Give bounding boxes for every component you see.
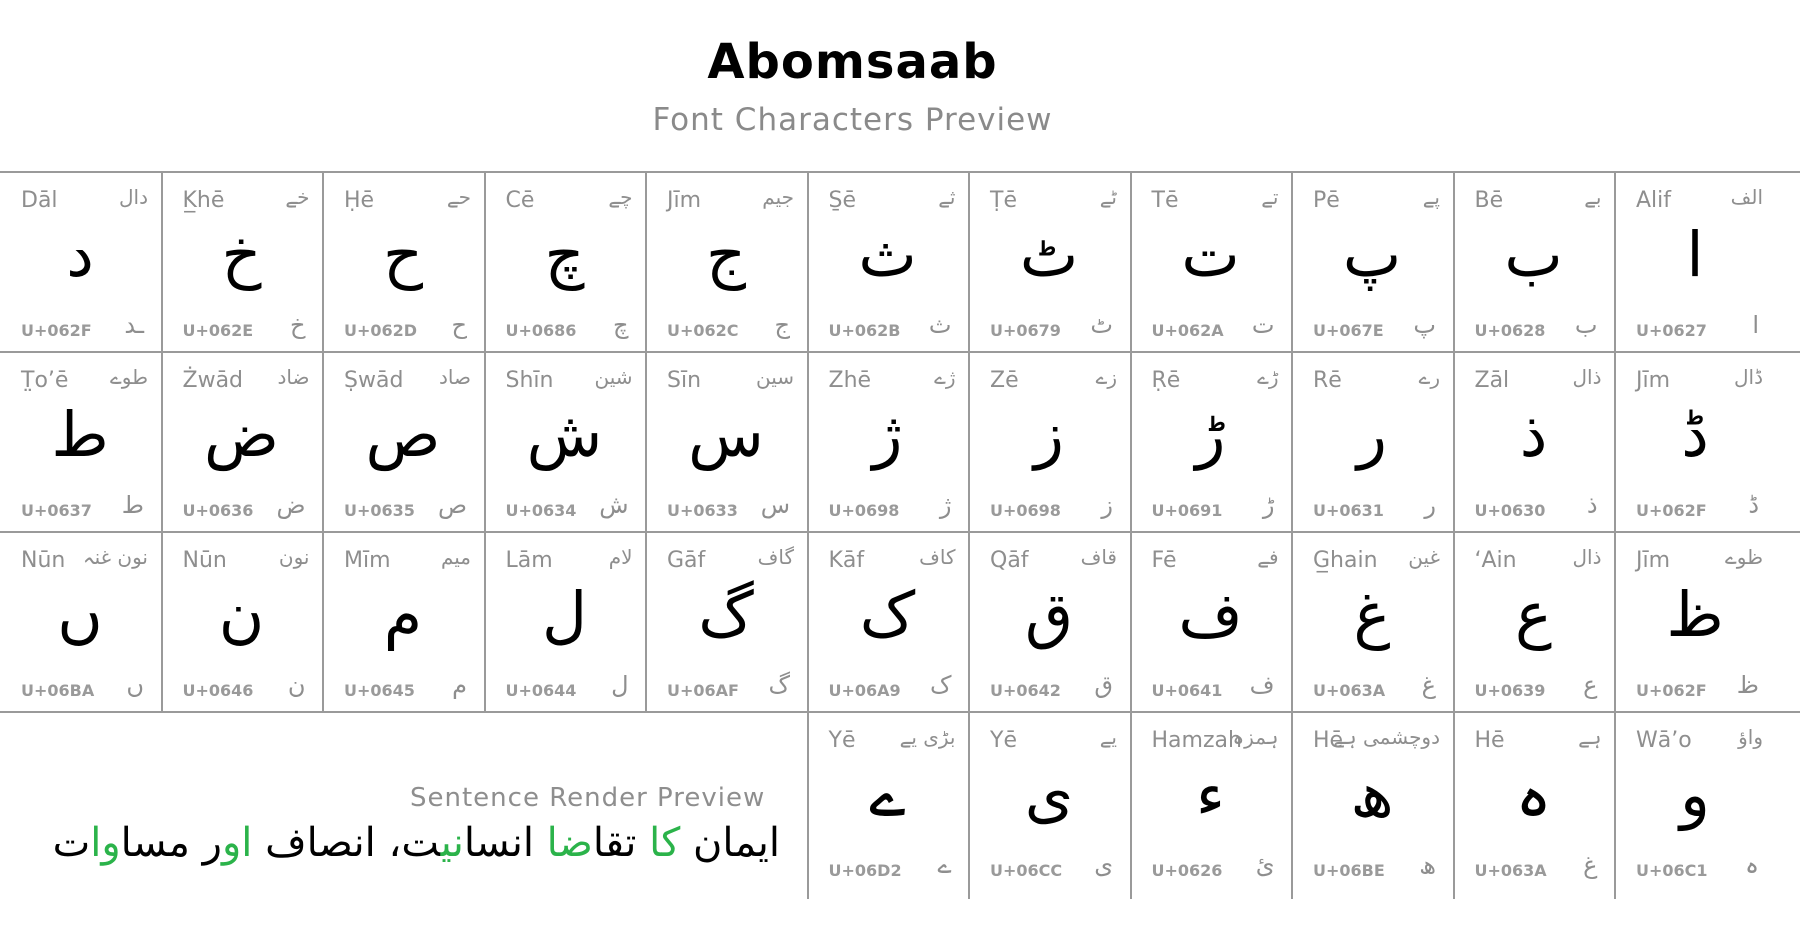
char-native-name: چے: [608, 185, 633, 209]
char-native-name: سین: [755, 365, 794, 389]
char-glyph: ش: [526, 398, 603, 471]
char-form: ز: [1101, 491, 1113, 519]
char-cell: [162, 351, 322, 531]
grid-divider: [1453, 171, 1455, 899]
char-name: Yē: [828, 728, 856, 753]
char-unicode: U+0633: [667, 501, 738, 520]
char-cell: [323, 531, 483, 711]
char-cell: [808, 351, 968, 531]
sentence-highlight: کا: [649, 820, 681, 866]
char-unicode: U+0637: [21, 501, 92, 520]
char-native-name: شین: [594, 365, 633, 389]
char-form: ب: [1574, 311, 1598, 339]
char-native-name: کاف: [919, 545, 956, 569]
char-glyph: د: [66, 218, 94, 291]
char-name: Hē: [1313, 728, 1344, 753]
char-glyph: ض: [204, 398, 279, 471]
char-cell: [1292, 531, 1452, 711]
char-unicode: U+0698: [828, 501, 900, 520]
sentence-highlight: ضا: [546, 820, 593, 866]
char-native-name: ڈال: [1734, 365, 1763, 389]
char-unicode: U+063A: [1313, 681, 1386, 700]
grid-divider: [645, 171, 647, 711]
char-native-name: طوے: [110, 365, 148, 389]
char-unicode: U+0644: [505, 681, 577, 700]
char-unicode: U+06C1: [1636, 861, 1708, 880]
char-name: Bē: [1474, 188, 1504, 213]
grid-divider: [1130, 171, 1132, 899]
char-form: گ: [768, 671, 790, 699]
sentence-text: ت: [52, 820, 91, 866]
char-form: ق: [1094, 671, 1113, 699]
char-unicode: U+0628: [1474, 321, 1546, 340]
char-cell: [969, 351, 1129, 531]
char-unicode: U+0646: [182, 681, 254, 700]
char-unicode: U+0631: [1313, 501, 1384, 520]
char-glyph: ف: [1178, 578, 1243, 651]
char-form: ص: [437, 491, 467, 519]
char-form: ڈ: [1748, 491, 1759, 519]
sentence-preview: [40, 820, 780, 866]
char-glyph: ی: [1024, 758, 1074, 831]
char-unicode: U+067E: [1313, 321, 1384, 340]
char-name: Hamzah: [1151, 728, 1242, 753]
char-unicode: U+062F: [1636, 501, 1707, 520]
char-glyph: ظ: [1666, 578, 1724, 651]
char-name: ‘Ain: [1474, 548, 1517, 573]
char-unicode: U+0636: [182, 501, 254, 520]
char-cell: [485, 351, 645, 531]
char-name: Jīm: [667, 188, 702, 213]
char-glyph: ژ: [872, 398, 903, 471]
char-glyph: ڈ: [1681, 398, 1709, 471]
char-glyph: گ: [698, 578, 754, 651]
char-glyph: م: [383, 578, 423, 651]
char-form: ظ: [1736, 671, 1759, 699]
char-form: ژ: [939, 491, 952, 519]
char-name: Kāf: [828, 548, 865, 573]
char-cell: [485, 531, 645, 711]
char-unicode: U+062C: [667, 321, 739, 340]
char-glyph: ت: [1181, 218, 1240, 291]
grid-rule: [0, 351, 1800, 353]
char-unicode: U+06BA: [21, 681, 95, 700]
char-glyph: خ: [221, 218, 262, 291]
char-name: Sīn: [667, 368, 702, 393]
char-glyph: ث: [858, 218, 917, 291]
char-cell: [808, 171, 968, 351]
char-glyph: ٹ: [1019, 218, 1079, 291]
char-name: Alif: [1636, 188, 1672, 213]
char-form: ا: [1752, 311, 1759, 339]
char-name: S̱ē: [828, 188, 856, 213]
char-form: ی: [1094, 851, 1113, 879]
sentence-text: ت، انصاف: [252, 820, 441, 866]
char-form: ج: [774, 311, 790, 339]
char-native-name: صاد: [439, 365, 471, 389]
char-unicode: U+06D2: [828, 861, 902, 880]
char-form: ث: [928, 311, 952, 339]
char-glyph: ڑ: [1195, 398, 1226, 471]
char-unicode: U+0698: [990, 501, 1061, 520]
char-glyph: ے: [869, 758, 906, 831]
char-cell: [1454, 711, 1614, 891]
char-form: ے: [937, 851, 952, 879]
char-glyph: و: [1680, 758, 1710, 831]
sentence-text: ایمان: [680, 820, 780, 866]
char-glyph: ط: [51, 398, 109, 471]
grid-rule: [0, 531, 1800, 533]
char-name: Yē: [990, 728, 1017, 753]
char-form: س: [760, 491, 790, 519]
char-native-name: دال: [119, 185, 148, 209]
char-cell: [646, 351, 806, 531]
char-native-name: پے: [1422, 185, 1440, 209]
char-native-name: ہمزہ: [1232, 725, 1279, 749]
char-cell: [808, 711, 968, 891]
char-glyph: ر: [1357, 398, 1387, 471]
char-form: ـد: [124, 311, 144, 339]
char-glyph: ع: [1515, 578, 1552, 651]
char-cell: [1615, 351, 1775, 531]
char-unicode: U+062F: [1636, 681, 1707, 700]
char-native-name: فے: [1257, 545, 1279, 569]
char-form: چ: [613, 311, 629, 339]
char-cell: [0, 351, 160, 531]
char-native-name: لام: [608, 545, 633, 569]
char-form: ع: [1583, 671, 1598, 699]
char-form: ں: [126, 671, 144, 699]
char-native-name: دوچشمی ہے: [1333, 725, 1440, 749]
char-native-name: ذال: [1572, 545, 1602, 569]
char-name: G̲hain: [1313, 548, 1378, 573]
char-native-name: واؤ: [1738, 725, 1763, 749]
char-native-name: الف: [1730, 185, 1763, 209]
char-glyph: ء: [1195, 758, 1226, 831]
char-name: Zē: [990, 368, 1019, 393]
char-cell: [646, 171, 806, 351]
char-name: Fē: [1151, 548, 1177, 573]
char-name: Hē: [1474, 728, 1505, 753]
grid-divider: [484, 171, 486, 711]
character-grid: [0, 171, 1800, 899]
char-glyph: ل: [541, 578, 588, 651]
char-cell: [0, 171, 160, 351]
char-form: غ: [1583, 851, 1598, 879]
char-form: ط: [121, 491, 144, 519]
char-native-name: ژے: [934, 365, 956, 389]
char-unicode: U+06BE: [1313, 861, 1385, 880]
char-form: ٹ: [1090, 311, 1113, 339]
grid-divider: [807, 171, 809, 899]
char-native-name: گاف: [757, 545, 794, 569]
char-cell: [1454, 351, 1614, 531]
char-cell: [969, 171, 1129, 351]
sentence-text: ر مسا: [120, 820, 222, 866]
char-glyph: ہ: [1515, 758, 1552, 831]
grid-divider: [1291, 171, 1293, 899]
char-glyph: س: [688, 398, 764, 471]
char-unicode: U+0642: [990, 681, 1061, 700]
char-cell: [1292, 171, 1452, 351]
char-form: ش: [599, 491, 629, 519]
char-glyph: ص: [365, 398, 441, 471]
char-native-name: غین: [1408, 545, 1440, 569]
char-name: Mīm: [344, 548, 391, 573]
char-cell: [1292, 711, 1452, 891]
char-unicode: U+0630: [1474, 501, 1546, 520]
char-name: Ḥē: [344, 188, 375, 213]
char-cell: [1131, 351, 1291, 531]
char-cell: [1615, 171, 1775, 351]
char-cell: [162, 531, 322, 711]
char-unicode: U+0634: [505, 501, 577, 520]
char-unicode: U+0645: [344, 681, 415, 700]
char-name: Zhē: [828, 368, 872, 393]
grid-rule: [0, 171, 1800, 173]
char-cell: [0, 531, 160, 711]
char-glyph: ح: [382, 218, 424, 291]
char-name: Jīm: [1636, 548, 1671, 573]
char-unicode: U+06AF: [667, 681, 739, 700]
grid-divider: [322, 171, 324, 711]
char-native-name: بے: [1584, 185, 1602, 209]
char-unicode: U+0639: [1474, 681, 1546, 700]
char-name: Tē: [1151, 188, 1179, 213]
char-glyph: پ: [1342, 218, 1402, 291]
sentence-preview-label: Sentence Render Preview: [410, 783, 766, 813]
char-cell: [969, 711, 1129, 891]
char-form: ر: [1424, 491, 1436, 519]
char-native-name: قاف: [1080, 545, 1117, 569]
char-form: پ: [1413, 311, 1436, 339]
grid-divider: [161, 171, 163, 711]
char-unicode: U+0635: [344, 501, 415, 520]
char-native-name: ظوے: [1725, 545, 1763, 569]
char-name: Żwād: [182, 368, 244, 393]
subtitle: Font Characters Preview: [652, 102, 1053, 138]
char-form: ئ: [1255, 851, 1275, 879]
char-unicode: U+0686: [505, 321, 577, 340]
sentence-highlight: او: [221, 820, 253, 866]
char-cell: [1615, 711, 1775, 891]
char-cell: [1615, 531, 1775, 711]
char-native-name: ضاد: [277, 365, 310, 389]
char-unicode: U+063A: [1474, 861, 1547, 880]
char-native-name: ثے: [938, 185, 956, 209]
char-cell: [1131, 531, 1291, 711]
char-name: Ṣwād: [344, 368, 404, 393]
char-glyph: ن: [218, 578, 265, 651]
char-name: T̤o’ē: [21, 368, 69, 393]
char-unicode: U+0627: [1636, 321, 1707, 340]
char-glyph: ج: [705, 218, 747, 291]
char-form: غ: [1421, 671, 1436, 699]
char-name: Zāl: [1474, 368, 1510, 393]
char-unicode: U+062D: [344, 321, 418, 340]
char-name: Nūn: [21, 548, 66, 573]
char-cell: [323, 171, 483, 351]
char-name: Rē: [1313, 368, 1342, 393]
char-name: Lām: [505, 548, 553, 573]
sentence-highlight: وا: [90, 820, 121, 866]
char-form: ڑ: [1262, 491, 1275, 519]
char-name: Qāf: [990, 548, 1029, 573]
char-form: ن: [287, 671, 306, 699]
char-form: ح: [451, 311, 467, 339]
char-glyph: ک: [859, 578, 916, 651]
char-form: ک: [930, 671, 952, 699]
char-cell: [1131, 171, 1291, 351]
sentence-text: انسا: [463, 820, 547, 866]
char-native-name: ٹے: [1099, 185, 1117, 209]
char-glyph: ں: [57, 578, 103, 651]
char-form: ف: [1249, 671, 1275, 699]
char-cell: [1454, 531, 1614, 711]
char-glyph: ق: [1024, 578, 1074, 651]
char-native-name: یے: [1099, 725, 1117, 749]
char-native-name: نون غنہ: [82, 545, 148, 569]
char-unicode: U+062F: [21, 321, 92, 340]
char-native-name: حے: [446, 185, 471, 209]
char-cell: [162, 171, 322, 351]
char-native-name: رے: [1418, 365, 1440, 389]
char-name: Cē: [505, 188, 535, 213]
char-form: م: [452, 671, 467, 699]
sentence-text: تقا: [592, 820, 650, 866]
char-unicode: U+0626: [1151, 861, 1223, 880]
char-native-name: ڑے: [1257, 365, 1279, 389]
char-form: ت: [1251, 311, 1275, 339]
title: Abomsaab: [707, 34, 998, 90]
char-cell: [1131, 711, 1291, 891]
char-unicode: U+06A9: [828, 681, 901, 700]
char-form: خ: [290, 311, 306, 339]
char-name: Ṛē: [1151, 368, 1181, 393]
char-glyph: ز: [1034, 398, 1064, 471]
char-cell: [1454, 171, 1614, 351]
char-form: ل: [611, 671, 629, 699]
char-name: Shīn: [505, 368, 554, 393]
char-name: K̲hē: [182, 188, 225, 213]
char-unicode: U+0691: [1151, 501, 1223, 520]
char-form: ہ: [1744, 851, 1759, 879]
grid-divider: [1614, 171, 1616, 899]
char-unicode: U+062A: [1151, 321, 1224, 340]
char-native-name: بڑی یے: [899, 725, 956, 749]
char-name: Nūn: [182, 548, 227, 573]
sentence-highlight: نی: [440, 820, 464, 866]
char-native-name: ذال: [1572, 365, 1602, 389]
char-native-name: تے: [1261, 185, 1279, 209]
char-name: Gāf: [667, 548, 706, 573]
char-cell: [808, 531, 968, 711]
char-name: Wā’o: [1636, 728, 1692, 753]
char-glyph: غ: [1353, 578, 1391, 651]
char-name: Dāl: [21, 188, 58, 213]
char-native-name: جیم: [762, 185, 794, 209]
char-form: ذ: [1586, 491, 1598, 519]
char-form: ض: [276, 491, 306, 519]
char-unicode: U+06CC: [990, 861, 1063, 880]
char-cell: [1292, 351, 1452, 531]
char-native-name: ہے: [1578, 725, 1602, 749]
char-cell: [485, 171, 645, 351]
char-name: Ṭē: [990, 188, 1017, 213]
char-native-name: زے: [1095, 365, 1117, 389]
char-unicode: U+0641: [1151, 681, 1223, 700]
char-native-name: میم: [440, 545, 471, 569]
char-name: Pē: [1313, 188, 1340, 213]
char-glyph: ب: [1504, 218, 1563, 291]
char-cell: [646, 531, 806, 711]
char-native-name: نون: [278, 545, 310, 569]
char-native-name: خے: [285, 185, 310, 209]
char-unicode: U+062E: [182, 321, 254, 340]
char-glyph: ا: [1686, 218, 1704, 291]
grid-rule: [0, 711, 1800, 713]
grid-divider: [968, 171, 970, 899]
char-glyph: چ: [544, 218, 585, 291]
char-unicode: U+062B: [828, 321, 901, 340]
char-glyph: ذ: [1519, 398, 1548, 471]
char-glyph: ھ: [1350, 758, 1394, 831]
char-unicode: U+0679: [990, 321, 1061, 340]
char-cell: [323, 351, 483, 531]
char-name: Jīm: [1636, 368, 1671, 393]
char-cell: [969, 531, 1129, 711]
char-form: ھ: [1419, 851, 1436, 879]
